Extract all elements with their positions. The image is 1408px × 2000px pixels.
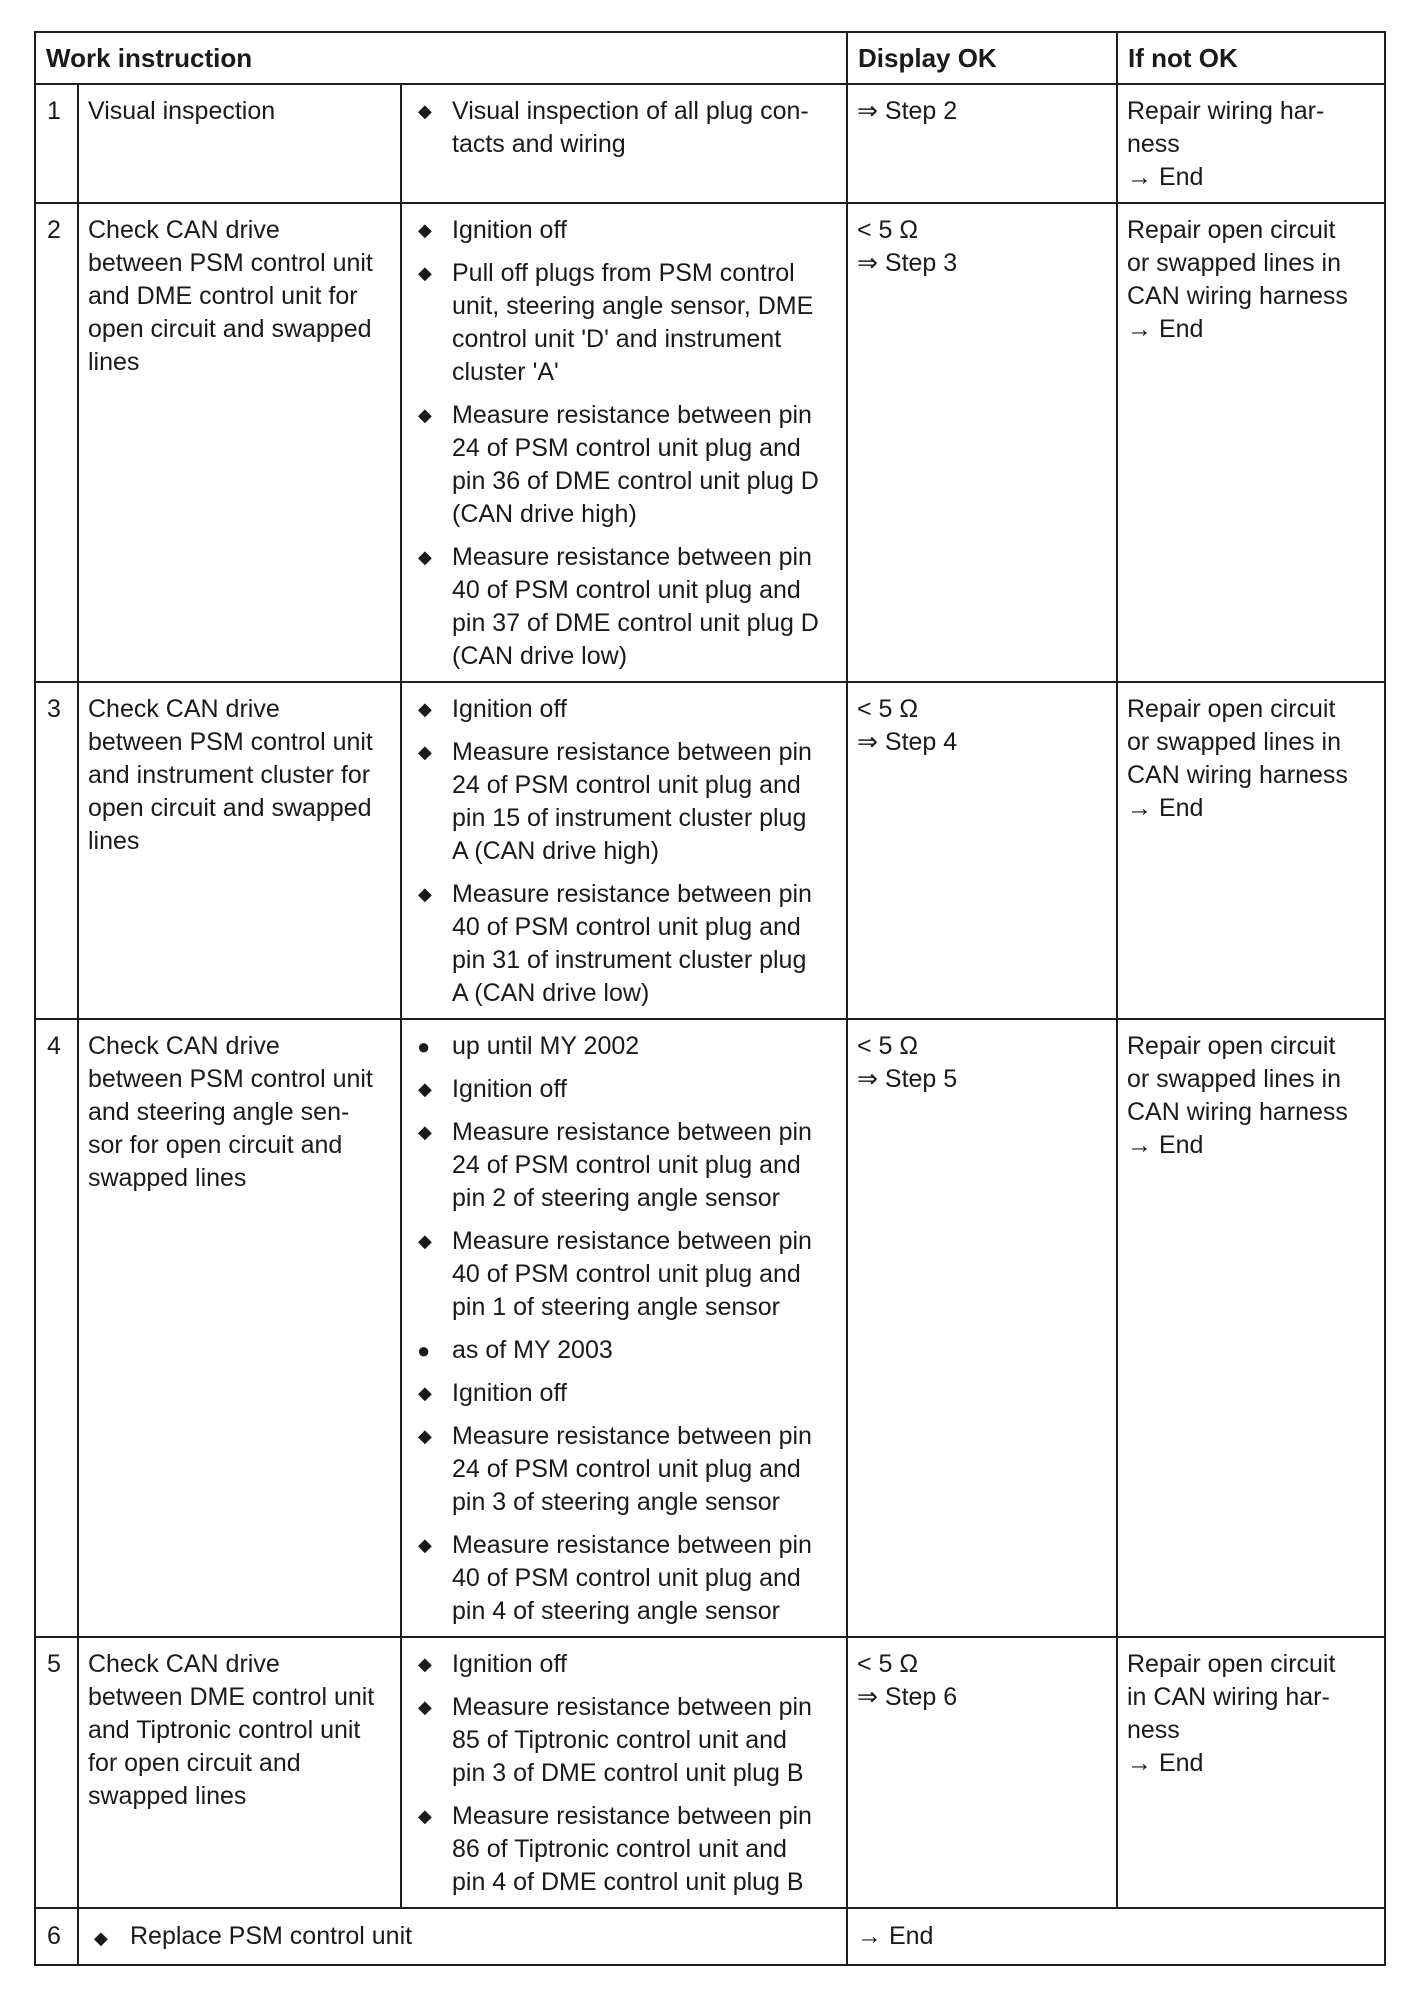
step-description-line: open circuit and swapped xyxy=(88,315,372,343)
action-text-line: pin 37 of DME control unit plug D xyxy=(452,609,819,637)
display-ok-result-line: ⇒ Step 5 xyxy=(857,1065,958,1093)
step-description-line: and Tiptronic control unit xyxy=(88,1716,361,1744)
diamond-bullet-icon: ◆ xyxy=(94,1928,108,1948)
header-if-not-ok: If not OK xyxy=(1117,32,1385,84)
action-text-line: 40 of PSM control unit plug and xyxy=(452,913,801,941)
step-row-2 xyxy=(35,203,1385,682)
action-item xyxy=(411,736,837,868)
header-display-ok: Display OK xyxy=(847,32,1117,84)
if-not-ok-result-line: → End xyxy=(1127,1131,1204,1159)
diamond-bullet-icon: ◆ xyxy=(418,405,432,425)
action-item xyxy=(411,1800,837,1899)
step-number: 3 xyxy=(35,682,78,1019)
step-description xyxy=(78,1019,401,1637)
action-text-line: 85 of Tiptronic control unit and xyxy=(452,1726,787,1754)
step-description-line: sor for open circuit and xyxy=(88,1131,343,1159)
work-instruction-table xyxy=(34,31,1386,1966)
step-description-line: open circuit and swapped xyxy=(88,794,372,822)
if-not-ok-result-line: CAN wiring harness xyxy=(1127,1098,1348,1126)
action-text-line: Ignition off xyxy=(452,216,567,244)
step-description-line: Check CAN drive xyxy=(88,1650,280,1678)
action-text-line: 24 of PSM control unit plug and xyxy=(452,1455,801,1483)
display-ok-result-line: < 5 Ω xyxy=(857,1032,919,1060)
action-text-line: tacts and wiring xyxy=(452,130,626,158)
action-text-line: 86 of Tiptronic control unit and xyxy=(452,1835,787,1863)
action-text-line: Measure resistance between pin xyxy=(452,880,812,908)
step-actions xyxy=(401,682,847,1019)
action-item xyxy=(411,693,837,726)
action-item xyxy=(411,1529,837,1628)
step-description xyxy=(78,203,401,682)
action-item xyxy=(411,1225,837,1324)
step-row-4 xyxy=(35,1019,1385,1637)
if-not-ok-result xyxy=(1117,203,1385,682)
if-not-ok-result-line: Repair open circuit xyxy=(1127,216,1336,244)
action-item xyxy=(411,1116,837,1215)
if-not-ok-result-line: CAN wiring harness xyxy=(1127,282,1348,310)
action-text-line: pin 3 of DME control unit plug B xyxy=(452,1759,804,1787)
action-list xyxy=(411,1648,837,1899)
if-not-ok-result xyxy=(1117,1637,1385,1908)
action-item xyxy=(411,399,837,531)
display-ok-result xyxy=(847,1637,1117,1908)
if-not-ok-result-line: → End xyxy=(1127,794,1204,822)
action-text-line: Measure resistance between pin xyxy=(452,1227,812,1255)
if-not-ok-result-line: Repair open circuit xyxy=(1127,1650,1336,1678)
if-not-ok-result-line: or swapped lines in xyxy=(1127,1065,1342,1093)
action-text-line: 40 of PSM control unit plug and xyxy=(452,1260,801,1288)
action-text-line: pin 4 of steering angle sensor xyxy=(452,1597,780,1625)
step-number: 5 xyxy=(35,1637,78,1908)
display-ok-result-line: ⇒ Step 2 xyxy=(857,97,958,125)
action-text-line: Measure resistance between pin xyxy=(452,1531,812,1559)
action-item xyxy=(411,878,837,1010)
diamond-bullet-icon: ◆ xyxy=(418,1122,432,1142)
diamond-bullet-icon: ◆ xyxy=(418,1654,432,1674)
step-row-5 xyxy=(35,1637,1385,1908)
action-text-line: pin 31 of instrument cluster plug xyxy=(452,946,807,974)
action-text-line: Pull off plugs from PSM control xyxy=(452,259,795,287)
step-description-line: Check CAN drive xyxy=(88,216,280,244)
action-text-line: pin 4 of DME control unit plug B xyxy=(452,1868,804,1896)
diamond-bullet-icon: ◆ xyxy=(418,1426,432,1446)
display-ok-result-line: < 5 Ω xyxy=(857,1650,919,1678)
header-work-instruction: Work instruction xyxy=(35,32,847,84)
display-ok-result xyxy=(847,84,1117,203)
if-not-ok-result-line: Repair open circuit xyxy=(1127,695,1336,723)
if-not-ok-result-line: Repair open circuit xyxy=(1127,1032,1336,1060)
action-text-line: A (CAN drive high) xyxy=(452,837,660,865)
action-text-line: 24 of PSM control unit plug and xyxy=(452,1151,801,1179)
diamond-bullet-icon: ◆ xyxy=(418,263,432,283)
step-description-line: Check CAN drive xyxy=(88,1032,280,1060)
step-description xyxy=(78,84,401,203)
header-row xyxy=(35,32,1385,84)
display-ok-result xyxy=(847,682,1117,1019)
diamond-bullet-icon: ◆ xyxy=(418,742,432,762)
step-description-line: between PSM control unit xyxy=(88,728,373,756)
step-description xyxy=(78,1637,401,1908)
action-text-line: (CAN drive low) xyxy=(452,642,628,670)
work-instruction-sheet xyxy=(34,31,1384,1966)
action-item xyxy=(411,541,837,673)
if-not-ok-result xyxy=(1117,84,1385,203)
action-item xyxy=(411,257,837,389)
action-text-line: Measure resistance between pin xyxy=(452,1802,812,1830)
action-text-line: Measure resistance between pin xyxy=(452,1118,812,1146)
action-text-line: 40 of PSM control unit plug and xyxy=(452,1564,801,1592)
display-ok-result-line: < 5 Ω xyxy=(857,216,919,244)
step-description xyxy=(78,682,401,1019)
action-text-line: pin 1 of steering angle sensor xyxy=(452,1293,780,1321)
action-text-line: Ignition off xyxy=(452,695,567,723)
display-ok-result-line: ⇒ Step 4 xyxy=(857,728,958,756)
step-description-line: between PSM control unit xyxy=(88,249,373,277)
step-description-line: and instrument cluster for xyxy=(88,761,371,789)
action-item xyxy=(411,1030,837,1063)
if-not-ok-result-line: → End xyxy=(1127,163,1204,191)
step-description-line: between DME control unit xyxy=(88,1683,375,1711)
action-text-line: pin 3 of steering angle sensor xyxy=(452,1488,780,1516)
action-text-line: up until MY 2002 xyxy=(452,1032,640,1060)
action-list xyxy=(411,1030,837,1628)
if-not-ok-result-line: or swapped lines in xyxy=(1127,249,1342,277)
action-text-line: 40 of PSM control unit plug and xyxy=(452,576,801,604)
action-text-line: (CAN drive high) xyxy=(452,500,637,528)
action-text-line: cluster 'A' xyxy=(452,358,559,386)
action-text-line: 24 of PSM control unit plug and xyxy=(452,434,801,462)
action-text-line: Ignition off xyxy=(452,1379,567,1407)
diamond-bullet-icon: ◆ xyxy=(418,1231,432,1251)
action-text-line: pin 36 of DME control unit plug D xyxy=(452,467,819,495)
if-not-ok-result-line: → End xyxy=(1127,1749,1204,1777)
diamond-bullet-icon: ◆ xyxy=(418,101,432,121)
display-ok-result xyxy=(847,1019,1117,1637)
action-text-line: Ignition off xyxy=(452,1650,567,1678)
step-row-6 xyxy=(35,1908,1385,1965)
step-description-line: Visual inspection xyxy=(88,97,276,125)
step-description-line: between PSM control unit xyxy=(88,1065,373,1093)
display-ok-result-line: ⇒ Step 6 xyxy=(857,1683,958,1711)
step-instruction-text: Replace PSM control unit xyxy=(130,1922,413,1950)
step-description-line: lines xyxy=(88,827,140,855)
action-text-line: unit, steering angle sensor, DME xyxy=(452,292,814,320)
action-text-line: Measure resistance between pin xyxy=(452,401,812,429)
step-description-line: and steering angle sen- xyxy=(88,1098,350,1126)
if-not-ok-result-line: CAN wiring harness xyxy=(1127,761,1348,789)
step-result: → End xyxy=(847,1908,1385,1965)
dot-bullet-icon: ● xyxy=(417,1338,431,1363)
step-description-line: lines xyxy=(88,348,140,376)
step-number: 1 xyxy=(35,84,78,203)
action-list xyxy=(411,693,837,1010)
action-item xyxy=(411,1334,837,1367)
diamond-bullet-icon: ◆ xyxy=(418,884,432,904)
action-text-line: Measure resistance between pin xyxy=(452,1422,812,1450)
step-description-line: Check CAN drive xyxy=(88,695,280,723)
diamond-bullet-icon: ◆ xyxy=(418,1806,432,1826)
step-number: 6 xyxy=(35,1908,78,1965)
if-not-ok-result-line: ness xyxy=(1127,130,1180,158)
if-not-ok-result-line: → End xyxy=(1127,315,1204,343)
action-text-line: pin 2 of steering angle sensor xyxy=(452,1184,780,1212)
dot-bullet-icon: ● xyxy=(417,1034,431,1059)
if-not-ok-result-line: ness xyxy=(1127,1716,1180,1744)
display-ok-result-line: < 5 Ω xyxy=(857,695,919,723)
action-item xyxy=(411,1377,837,1410)
step-description-line: for open circuit and xyxy=(88,1749,301,1777)
action-list xyxy=(411,214,837,673)
step-actions xyxy=(401,203,847,682)
action-text-line: Ignition off xyxy=(452,1075,567,1103)
if-not-ok-result-line: or swapped lines in xyxy=(1127,728,1342,756)
diamond-bullet-icon: ◆ xyxy=(418,1079,432,1099)
action-item xyxy=(411,214,837,247)
step-description-line: swapped lines xyxy=(88,1782,247,1810)
diamond-bullet-icon: ◆ xyxy=(418,1535,432,1555)
step-row-1 xyxy=(35,84,1385,203)
step-actions xyxy=(401,84,847,203)
diamond-bullet-icon: ◆ xyxy=(418,547,432,567)
action-text-line: as of MY 2003 xyxy=(452,1336,613,1364)
if-not-ok-result xyxy=(1117,1019,1385,1637)
diamond-bullet-icon: ◆ xyxy=(418,1697,432,1717)
step-number: 2 xyxy=(35,203,78,682)
action-item xyxy=(411,1648,837,1681)
step-description-line: and DME control unit for xyxy=(88,282,358,310)
if-not-ok-result-line: Repair wiring har- xyxy=(1127,97,1325,125)
action-text-line: Measure resistance between pin xyxy=(452,1693,812,1721)
if-not-ok-result xyxy=(1117,682,1385,1019)
action-list xyxy=(411,95,837,161)
step-row-3 xyxy=(35,682,1385,1019)
action-text-line: Measure resistance between pin xyxy=(452,543,812,571)
step-actions xyxy=(401,1019,847,1637)
action-text-line: A (CAN drive low) xyxy=(452,979,650,1007)
diamond-bullet-icon: ◆ xyxy=(418,1383,432,1403)
action-item xyxy=(411,1420,837,1519)
action-text-line: Visual inspection of all plug con- xyxy=(452,97,809,125)
action-item xyxy=(411,1691,837,1790)
step-instruction xyxy=(78,1908,847,1965)
display-ok-result-line: ⇒ Step 3 xyxy=(857,249,958,277)
step-number: 4 xyxy=(35,1019,78,1637)
diamond-bullet-icon: ◆ xyxy=(418,699,432,719)
action-item xyxy=(411,95,837,161)
diamond-bullet-icon: ◆ xyxy=(418,220,432,240)
action-item xyxy=(411,1073,837,1106)
display-ok-result xyxy=(847,203,1117,682)
action-text-line: control unit 'D' and instrument xyxy=(452,325,782,353)
action-text-line: 24 of PSM control unit plug and xyxy=(452,771,801,799)
action-text-line: pin 15 of instrument cluster plug xyxy=(452,804,807,832)
step-actions xyxy=(401,1637,847,1908)
if-not-ok-result-line: in CAN wiring har- xyxy=(1127,1683,1330,1711)
action-text-line: Measure resistance between pin xyxy=(452,738,812,766)
step-description-line: swapped lines xyxy=(88,1164,247,1192)
